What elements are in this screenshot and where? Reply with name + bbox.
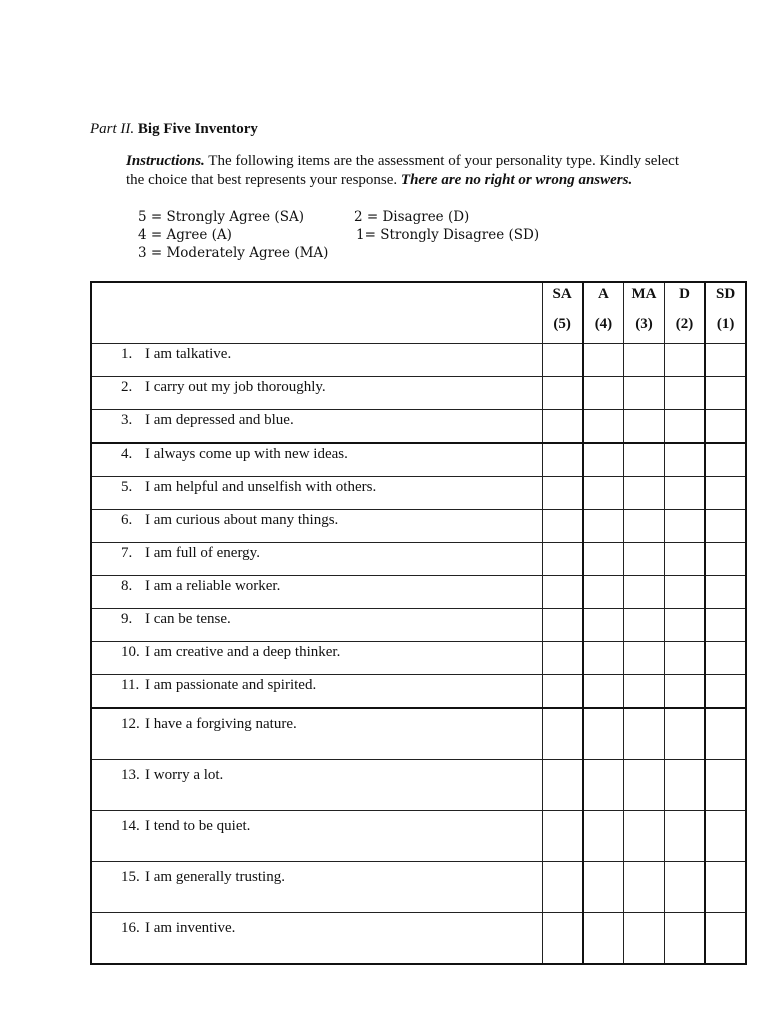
item-text: I am helpful and unselfish with others. <box>145 479 377 495</box>
legend-strongly-disagree: 1= Strongly Disagree (SD) <box>356 227 540 243</box>
table-row <box>91 675 746 709</box>
response-cell-ma[interactable] <box>624 377 665 410</box>
response-cell-a[interactable] <box>583 344 624 377</box>
instructions-emphasis: There are no right or wrong answers. <box>400 172 633 188</box>
table-row <box>91 410 746 444</box>
table-row <box>91 811 746 862</box>
item-text: I am inventive. <box>145 920 236 936</box>
item-statement <box>91 377 542 410</box>
part-label: Part II. <box>90 121 135 137</box>
response-cell-sd[interactable] <box>705 410 746 444</box>
response-cell-ma[interactable] <box>624 410 665 444</box>
item-statement <box>91 913 542 965</box>
legend-disagree: 2 = Disagree (D) <box>354 209 470 225</box>
item-statement <box>91 642 542 675</box>
item-statement <box>91 410 542 444</box>
item-number: 9. <box>121 611 133 627</box>
instructions-lead: Instructions. <box>126 153 205 169</box>
response-cell-ma[interactable] <box>624 609 665 642</box>
response-cell-d[interactable] <box>664 609 705 642</box>
response-cell-d[interactable] <box>664 760 705 811</box>
response-cell-sa[interactable] <box>542 760 583 811</box>
response-cell-ma[interactable] <box>624 510 665 543</box>
item-statement <box>91 675 542 709</box>
table-row <box>91 913 746 965</box>
response-cell-d[interactable] <box>664 913 705 965</box>
response-cell-ma[interactable] <box>624 913 665 965</box>
item-number: 14. <box>121 818 140 834</box>
table-row <box>91 377 746 410</box>
response-cell-a[interactable] <box>583 576 624 609</box>
table-row <box>91 443 746 477</box>
table-row <box>91 576 746 609</box>
legend-moderately-agree: 3 = Moderately Agree (MA) <box>138 245 329 261</box>
response-cell-a[interactable] <box>583 760 624 811</box>
response-cell-a[interactable] <box>583 675 624 709</box>
item-number: 4. <box>121 446 133 462</box>
response-cell-ma[interactable] <box>624 443 665 477</box>
section-title <box>90 121 258 138</box>
table-row <box>91 862 746 913</box>
response-cell-sa[interactable] <box>542 477 583 510</box>
item-statement <box>91 609 542 642</box>
item-number: 6. <box>121 512 133 528</box>
item-text: I tend to be quiet. <box>145 818 251 834</box>
response-cell-d[interactable] <box>664 642 705 675</box>
column-header-sa: SA (5) <box>542 282 583 344</box>
item-number: 10. <box>121 644 140 660</box>
column-header-a: A (4) <box>583 282 624 344</box>
item-text: I am talkative. <box>145 346 232 362</box>
table-row <box>91 510 746 543</box>
table-row <box>91 642 746 675</box>
response-cell-a[interactable] <box>583 862 624 913</box>
response-cell-sa[interactable] <box>542 708 583 760</box>
table-row <box>91 609 746 642</box>
response-cell-sa[interactable] <box>542 410 583 444</box>
response-cell-a[interactable] <box>583 443 624 477</box>
response-cell-ma[interactable] <box>624 862 665 913</box>
item-number: 16. <box>121 920 140 936</box>
item-text: I always come up with new ideas. <box>145 446 348 462</box>
response-cell-d[interactable] <box>664 708 705 760</box>
table-row <box>91 344 746 377</box>
response-cell-sd[interactable] <box>705 576 746 609</box>
response-cell-d[interactable] <box>664 344 705 377</box>
response-cell-d[interactable] <box>664 576 705 609</box>
item-number: 5. <box>121 479 133 495</box>
table-header-row <box>91 282 746 344</box>
response-cell-a[interactable] <box>583 410 624 444</box>
item-text: I am passionate and spirited. <box>145 677 317 693</box>
response-cell-sa[interactable] <box>542 862 583 913</box>
item-statement <box>91 576 542 609</box>
item-text: I am a reliable worker. <box>145 578 281 594</box>
item-text: I am creative and a deep thinker. <box>145 644 341 660</box>
response-cell-ma[interactable] <box>624 543 665 576</box>
item-text: I am generally trusting. <box>145 869 285 885</box>
response-cell-a[interactable] <box>583 510 624 543</box>
response-cell-sd[interactable] <box>705 510 746 543</box>
item-number: 13. <box>121 767 140 783</box>
item-number: 12. <box>121 716 140 732</box>
item-text: I have a forgiving nature. <box>145 716 297 732</box>
table-row <box>91 543 746 576</box>
item-number: 1. <box>121 346 133 362</box>
response-cell-a[interactable] <box>583 642 624 675</box>
item-statement <box>91 862 542 913</box>
item-text: I am full of energy. <box>145 545 260 561</box>
response-cell-sa[interactable] <box>542 642 583 675</box>
response-cell-d[interactable] <box>664 510 705 543</box>
response-cell-a[interactable] <box>583 377 624 410</box>
response-cell-ma[interactable] <box>624 675 665 709</box>
response-cell-d[interactable] <box>664 377 705 410</box>
item-column-header <box>91 282 542 344</box>
response-cell-d[interactable] <box>664 477 705 510</box>
response-cell-ma[interactable] <box>624 811 665 862</box>
table-row <box>91 477 746 510</box>
response-cell-ma[interactable] <box>624 708 665 760</box>
response-cell-sd[interactable] <box>705 377 746 410</box>
table-row <box>91 760 746 811</box>
inventory-table <box>90 281 747 965</box>
response-cell-sa[interactable] <box>542 811 583 862</box>
table-row <box>91 708 746 760</box>
response-cell-sd[interactable] <box>705 811 746 862</box>
legend-agree: 4 = Agree (A) <box>138 227 232 243</box>
response-cell-sa[interactable] <box>542 675 583 709</box>
response-cell-a[interactable] <box>583 913 624 965</box>
response-cell-ma[interactable] <box>624 477 665 510</box>
column-header-sd: SD (1) <box>705 282 746 344</box>
response-cell-d[interactable] <box>664 410 705 444</box>
response-cell-sd[interactable] <box>705 760 746 811</box>
item-number: 2. <box>121 379 133 395</box>
item-number: 3. <box>121 412 133 428</box>
response-cell-sa[interactable] <box>542 609 583 642</box>
response-cell-a[interactable] <box>583 477 624 510</box>
item-statement <box>91 344 542 377</box>
response-cell-sa[interactable] <box>542 344 583 377</box>
item-statement <box>91 510 542 543</box>
item-statement <box>91 811 542 862</box>
legend-strongly-agree: 5 = Strongly Agree (SA) <box>138 209 304 225</box>
response-cell-sd[interactable] <box>705 675 746 709</box>
response-cell-sa[interactable] <box>542 543 583 576</box>
response-cell-sd[interactable] <box>705 477 746 510</box>
response-cell-sa[interactable] <box>542 576 583 609</box>
item-statement <box>91 543 542 576</box>
response-cell-sd[interactable] <box>705 543 746 576</box>
response-cell-sd[interactable] <box>705 443 746 477</box>
column-header-d: D (2) <box>664 282 705 344</box>
item-text: I carry out my job thoroughly. <box>145 379 326 395</box>
item-statement <box>91 443 542 477</box>
response-cell-sa[interactable] <box>542 443 583 477</box>
response-cell-sa[interactable] <box>542 377 583 410</box>
response-cell-d[interactable] <box>664 811 705 862</box>
response-cell-sd[interactable] <box>705 708 746 760</box>
response-cell-d[interactable] <box>664 443 705 477</box>
item-statement <box>91 760 542 811</box>
instructions-body: The following items are the assessment of your personality type. Kindly select the choice that best represents your response. <box>126 153 680 188</box>
item-text: I am curious about many things. <box>145 512 339 528</box>
response-cell-ma[interactable] <box>624 576 665 609</box>
item-text: I am depressed and blue. <box>145 412 294 428</box>
response-cell-sd[interactable] <box>705 862 746 913</box>
item-number: 8. <box>121 578 133 594</box>
response-cell-d[interactable] <box>664 862 705 913</box>
response-cell-a[interactable] <box>583 811 624 862</box>
item-number: 11. <box>121 677 140 693</box>
response-cell-sd[interactable] <box>705 913 746 965</box>
instructions-paragraph <box>126 152 686 190</box>
inventory-title: Big Five Inventory <box>137 121 258 137</box>
response-cell-d[interactable] <box>664 675 705 709</box>
item-text: I can be tense. <box>145 611 231 627</box>
response-cell-sd[interactable] <box>705 609 746 642</box>
response-cell-ma[interactable] <box>624 344 665 377</box>
item-statement <box>91 477 542 510</box>
item-text: I worry a lot. <box>145 767 224 783</box>
response-cell-sd[interactable] <box>705 344 746 377</box>
response-cell-sd[interactable] <box>705 642 746 675</box>
response-cell-d[interactable] <box>664 543 705 576</box>
response-cell-a[interactable] <box>583 609 624 642</box>
column-header-ma: MA (3) <box>624 282 665 344</box>
response-cell-ma[interactable] <box>624 642 665 675</box>
response-cell-ma[interactable] <box>624 760 665 811</box>
response-cell-sa[interactable] <box>542 510 583 543</box>
response-cell-a[interactable] <box>583 708 624 760</box>
item-number: 15. <box>121 869 140 885</box>
item-number: 7. <box>121 545 133 561</box>
response-cell-sa[interactable] <box>542 913 583 965</box>
response-cell-a[interactable] <box>583 543 624 576</box>
item-statement <box>91 708 542 760</box>
